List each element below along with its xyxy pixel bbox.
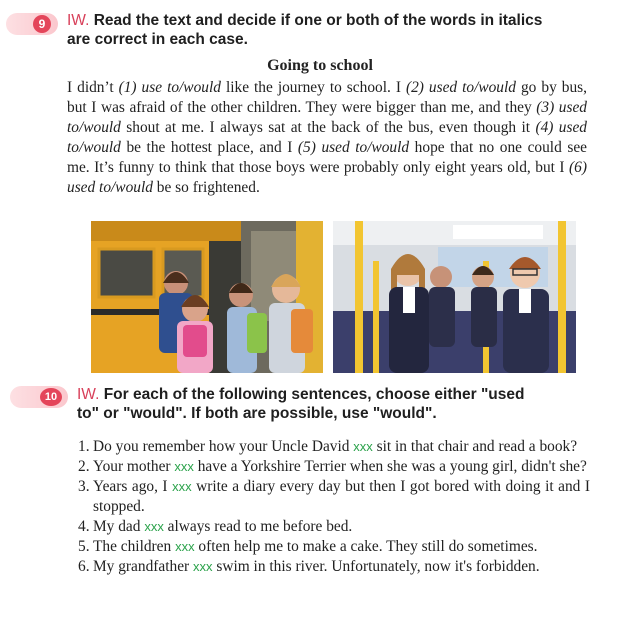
photo-children-boarding-bus — [91, 221, 323, 373]
sentence-text-after: often help me to make a cake. They still do sometimes. — [194, 538, 538, 555]
sentence-blank[interactable]: xxx — [353, 439, 373, 454]
story-choice: (4) used to/would — [67, 119, 587, 156]
sentence-list — [78, 437, 590, 577]
sentence-text-before: Your mother — [93, 458, 175, 475]
sentence-number: 6. — [78, 558, 90, 575]
sentence-number: 5. — [78, 538, 90, 555]
sentence-number: 4. — [78, 518, 90, 535]
sentence-text-before: Years ago, I — [93, 478, 173, 495]
sentence-text-before: My grandfather — [93, 558, 194, 575]
story-segment: I didn’t — [67, 79, 119, 96]
sentence-item — [78, 537, 590, 557]
story-text — [67, 78, 587, 198]
sentence-item — [78, 557, 590, 577]
story-segment: be so frightened. — [152, 179, 260, 196]
sentence-number: 3. — [78, 478, 90, 495]
exercise-10-instruction — [77, 385, 632, 423]
story-choice: (6) used to/would — [67, 159, 587, 196]
sentence-number: 1. — [78, 438, 90, 455]
exercise-9-instruction — [67, 11, 627, 49]
exercise-9-tag: IW. — [67, 12, 90, 29]
sentence-text-after: sit in that chair and read a book? — [372, 438, 578, 455]
sentence-item — [78, 517, 590, 537]
sentence-text-before: Do you remember how your Uncle David — [93, 438, 354, 455]
sentence-text-after: always read to me before bed. — [163, 518, 353, 535]
sentence-item — [78, 457, 590, 477]
exercise-10-number: 10 — [40, 388, 62, 406]
exercise-10-instruction-line1: For each of the following sentences, choose either "used — [103, 386, 525, 403]
story-choice: (2) used to/would — [405, 79, 516, 96]
sentence-blank[interactable]: xxx — [193, 559, 213, 574]
exercise-9-instruction-line2: are correct in each case. — [67, 31, 248, 48]
photo-students-on-bus — [333, 221, 576, 373]
sentence-text-after: write a diary every day but then I got bored with doing it and I stopped. — [93, 478, 590, 515]
sentence-blank[interactable]: xxx — [144, 519, 164, 534]
sentence-text-after: swim in this river. Unfortunately, now it's forbidden. — [212, 558, 540, 575]
story-choice: (3) used to/would — [67, 99, 587, 136]
exercise-10-instruction-line2: to" or "would". If both are possible, use "would". — [77, 405, 437, 422]
exercise-9-instruction-line1: Read the text and decide if one or both of the words in italics — [93, 12, 543, 29]
sentence-text-before: My dad — [93, 518, 145, 535]
story-segment: go by bus, but I was afraid of the other children. They were bigger than me, and they — [67, 79, 587, 116]
story-segment: hope that no one could see me. It’s funny to think that those boys were probably only eight years old, but I — [67, 139, 587, 176]
sentence-number: 2. — [78, 458, 90, 475]
story-choice: (5) used to/would — [297, 139, 410, 156]
story-choice: (1) use to/would — [118, 79, 221, 96]
exercise-10-tag: IW. — [77, 386, 100, 403]
sentence-text-after: have a Yorkshire Terrier when she was a young girl, didn't she? — [193, 458, 587, 475]
sentence-blank[interactable]: xxx — [175, 539, 195, 554]
sentence-item — [78, 437, 590, 457]
sentence-blank[interactable]: xxx — [174, 459, 194, 474]
story-segment: shout at me. I always sat at the back of the bus, even though it — [120, 119, 536, 136]
story-segment: be the hottest place, and I — [120, 139, 298, 156]
sentence-blank[interactable]: xxx — [172, 479, 192, 494]
story-title: Going to school — [267, 57, 373, 74]
sentence-text-before: The children — [93, 538, 176, 555]
sentence-item — [78, 477, 590, 517]
exercise-9-number: 9 — [33, 15, 51, 33]
story-segment: like the journey to school. I — [220, 79, 406, 96]
